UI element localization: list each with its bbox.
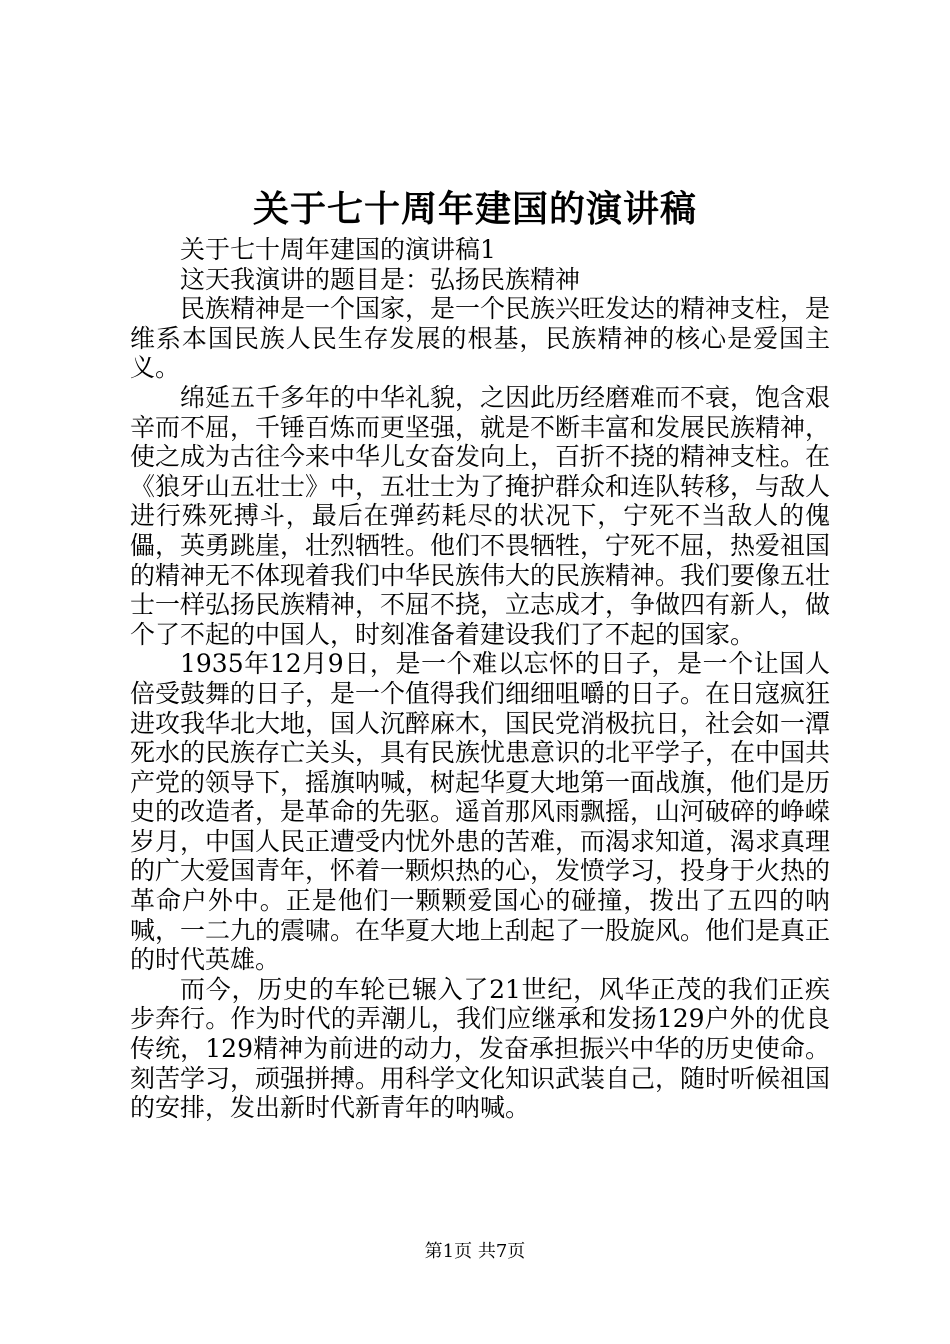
body-paragraph-4: 而今，历史的车轮已辗入了21世纪，风华正茂的我们正疾步奔行。作为时代的弄潮儿，我们应继承和发扬129户外的优良传统，129精神为前进的动力，发奋承担振兴中华的历史使命。刻苦学习，顽强拼搏。用科学文化知识武装自己，随时听候祖国的安排，发出新时代新青年的呐喊。 [130,974,831,1123]
body-paragraph-1: 民族精神是一个国家，是一个民族兴旺发达的精神支柱，是维系本国民族人民生存发展的根基，民族精神的核心是爱国主义。 [130,294,831,383]
document-body [130,235,830,1123]
document-title: 关于七十周年建国的演讲稿 [252,188,697,230]
body-paragraph-3: 1935年12月9日，是一个难以忘怀的日子，是一个让国人倍受鼓舞的日子，是一个值得我们细细咀嚼的日子。在日寇疯狂进攻我华北大地，国人沉醉麻木，国民党消极抗日，社会如一潭死水的民族存亡关头，具有民族忧患意识的北平学子，在中国共产党的领导下，摇旗呐喊，树起华夏大地第一面战旗，他们是历史的改造者，是革命的先驱。遥首那风雨飘摇，山河破碎的峥嵘岁月，中国人民正遭受内忧外患的苦难，而渴求知道，渴求真理的广大爱国青年，怀着一颗炽热的心，发愤学习，投身于火热的革命户外中。正是他们一颗颗爱国心的碰撞，拨出了五四的呐喊，一二九的震啸。在华夏大地上刮起了一股旋风。他们是真正的时代英雄。 [130,649,831,975]
subtitle-paragraph: 关于七十周年建国的演讲稿1 [180,235,496,264]
speech-topic-paragraph: 这天我演讲的题目是：弘扬民族精神 [180,264,581,294]
body-paragraph-2: 绵延五千多年的中华礼貌，之因此历经磨难而不衰，饱含艰辛而不屈，千锤百炼而更坚强，就是不断丰富和发展民族精神，使之成为古往今来中华儿女奋发向上，百折不挠的精神支柱。在《狼牙山五壮士》中，五壮士为了掩护群众和连队转移，与敌人进行殊死搏斗，最后在弹药耗尽的状况下，宁死不当敌人的傀儡，英勇跳崖，壮烈牺牲。他们不畏牺牲，宁死不屈，热爱祖国的精神无不体现着我们中华民族伟大的民族精神。我们要像五壮士一样弘扬民族精神，不屈不挠，立志成才，争做四有新人，做个了不起的中国人，时刻准备着建设我们了不起的国家。 [130,382,831,649]
page-number-footer: 第1页 共7页 [424,1241,526,1262]
